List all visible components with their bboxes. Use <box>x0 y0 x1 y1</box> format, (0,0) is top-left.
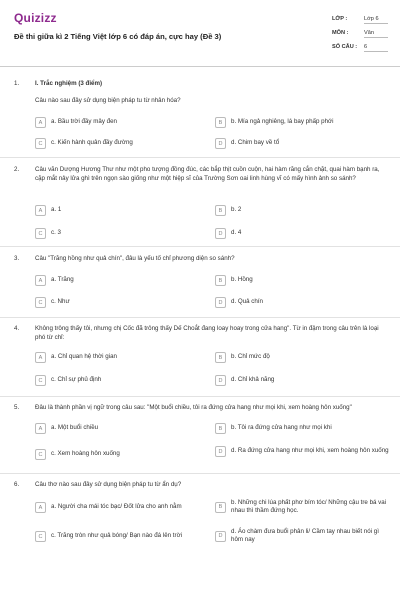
question-number: 4. <box>14 325 20 332</box>
question-divider <box>0 157 400 158</box>
question-text: Câu văn Dượng Hương Thư như một pho tượng đồng đúc, các bắp thịt cuồn cuộn, hai hàm răng cắn chặt, quai hàm bạnh ra, cặp mắt nảy lửa ghì trên ngọn sào giống như một hiệp sĩ của Trường Sơn oai linh hùng vĩ có mấy hình ảnh so sánh? <box>35 166 380 182</box>
option-b[interactable] <box>215 117 373 128</box>
option-a[interactable] <box>35 352 193 363</box>
option-letter-box: C <box>35 449 46 460</box>
option-letter-box: B <box>215 275 226 286</box>
question-divider <box>0 246 400 247</box>
option-d[interactable] <box>215 528 390 545</box>
meta-class-label: LỚP : <box>332 16 348 22</box>
option-c[interactable] <box>35 531 210 542</box>
option-text: c. Chỉ sự phủ định <box>51 376 102 384</box>
option-text: d. Chỉ khả năng <box>231 376 275 384</box>
option-b[interactable] <box>215 275 373 286</box>
option-text: a. 1 <box>51 206 62 214</box>
meta-count-label: SỐ CÂU : <box>332 44 358 50</box>
worksheet-title: Đề thi giữa kì 2 Tiếng Việt lớp 6 có đáp án, cực hay (Đề 3) <box>14 32 222 41</box>
option-letter-box: A <box>35 205 46 216</box>
option-text: c. Kiến hành quân đầy đường <box>51 139 133 147</box>
option-a[interactable] <box>35 423 193 434</box>
section-title: I. Trắc nghiệm (3 điểm) <box>35 80 103 87</box>
option-letter-box: A <box>35 352 46 363</box>
option-d[interactable] <box>215 375 373 386</box>
meta-subject-label: MÔN : <box>332 30 349 36</box>
option-text: b. Hồng <box>231 276 253 284</box>
option-c[interactable] <box>35 375 193 386</box>
option-letter-box: B <box>215 352 226 363</box>
option-letter-box: C <box>35 228 46 239</box>
option-text: b. 2 <box>231 206 242 214</box>
quizizz-logo: Quizizz <box>14 11 57 25</box>
option-text: c. Xem hoàng hôn xuống <box>51 450 120 458</box>
option-b[interactable] <box>215 352 373 363</box>
option-b[interactable] <box>215 205 373 216</box>
option-letter-box: C <box>35 297 46 308</box>
option-d[interactable] <box>215 138 373 149</box>
meta-class-row <box>332 12 388 26</box>
option-letter-box: D <box>215 446 226 457</box>
option-text: b. Chỉ mức độ <box>231 353 270 361</box>
option-b[interactable] <box>215 499 390 516</box>
option-letter-box: B <box>215 423 226 434</box>
option-letter-box: D <box>215 297 226 308</box>
question-number: 3. <box>14 255 20 262</box>
question-text: Câu "Trăng hồng như quả chín", đâu là yếu tố chỉ phương diện so sánh? <box>35 255 235 262</box>
worksheet-meta <box>332 12 388 54</box>
option-text: a. Bầu trời đầy mây đen <box>51 118 117 126</box>
option-b[interactable] <box>215 423 395 434</box>
meta-subject-row <box>332 26 388 40</box>
option-d[interactable] <box>215 446 390 457</box>
option-text: a. Người cha mái tóc bạc/ Đốt lửa cho anh nằm <box>51 503 182 511</box>
option-text: d. 4 <box>231 229 242 237</box>
option-letter-box: B <box>215 205 226 216</box>
option-text: d. Chim bay về tổ <box>231 139 280 147</box>
option-letter-box: D <box>215 138 226 149</box>
question-number: 6. <box>14 481 20 488</box>
option-a[interactable] <box>35 117 193 128</box>
question-divider <box>0 396 400 397</box>
option-letter-box: C <box>35 375 46 386</box>
option-letter-box: A <box>35 423 46 434</box>
option-text: a. Trăng <box>51 276 74 284</box>
option-text: d. Áo chàm đưa buổi phân li/ Cầm tay nhau biết nói gì hôm nay <box>231 528 379 544</box>
option-a[interactable] <box>35 205 193 216</box>
question-text: Câu thơ nào sau đây sử dụng biện pháp tu từ ẩn dụ? <box>35 481 182 488</box>
option-text: c. Trăng tròn như quả bóng/ Bạn nào đá lên trời <box>51 532 183 540</box>
option-text: c. 3 <box>51 229 61 237</box>
option-letter-box: A <box>35 502 46 513</box>
option-text: b. Tôi ra đứng cửa hang như mọi khi <box>231 424 332 432</box>
option-letter-box: D <box>215 228 226 239</box>
header-divider <box>0 66 400 67</box>
option-letter-box: C <box>35 531 46 542</box>
option-letter-box: D <box>215 531 226 542</box>
option-text: a. Chỉ quan hệ thời gian <box>51 353 117 361</box>
option-d[interactable] <box>215 228 373 239</box>
option-c[interactable] <box>35 449 193 460</box>
option-a[interactable] <box>35 275 193 286</box>
option-letter-box: B <box>215 117 226 128</box>
option-text: d. Quả chín <box>231 298 263 306</box>
question-number: 1. <box>14 80 20 87</box>
option-letter-box: A <box>35 117 46 128</box>
option-text: a. Một buổi chiều <box>51 424 99 432</box>
option-letter-box: B <box>215 502 226 513</box>
question-number: 5. <box>14 404 20 411</box>
option-text: d. Ra đứng cửa hang như mọi khi, xem hoàng hôn xuống <box>231 447 389 455</box>
option-d[interactable] <box>215 297 373 308</box>
meta-class-value: Lớp 6 <box>364 15 388 24</box>
option-letter-box: C <box>35 138 46 149</box>
option-c[interactable] <box>35 228 193 239</box>
question-divider <box>0 473 400 474</box>
worksheet-header <box>0 0 400 66</box>
question-text: Đâu là thành phần vị ngữ trong câu sau: "Một buổi chiều, tôi ra đứng cửa hang như mọi khi, xem hoàng hôn xuống" <box>35 404 352 411</box>
option-c[interactable] <box>35 297 193 308</box>
option-c[interactable] <box>35 138 193 149</box>
option-text: b. Mía ngả nghiêng, lá bay phấp phới <box>231 118 334 126</box>
option-a[interactable] <box>35 502 210 513</box>
meta-count-value: 6 <box>364 43 388 52</box>
option-letter-box: D <box>215 375 226 386</box>
option-text: b. Những chi lúa phất phơ bím tóc/ Những cậu tre bá vai nhau thì thầm đứng học. <box>231 499 387 515</box>
question-text: Không trông thấy tôi, nhưng chị Cốc đã trông thấy Dế Choắt đang loay hoay trong cửa hang". Từ in đậm trong câu trên là loại phó từ chỉ: <box>35 325 379 341</box>
option-letter-box: A <box>35 275 46 286</box>
question-number: 2. <box>14 166 20 173</box>
meta-subject-value: Văn <box>364 29 388 38</box>
question-divider <box>0 317 400 318</box>
option-text: c. Như <box>51 298 70 306</box>
meta-count-row <box>332 40 388 54</box>
question-text: Câu nào sau đây sử dụng biện pháp tu từ nhân hóa? <box>35 97 181 104</box>
